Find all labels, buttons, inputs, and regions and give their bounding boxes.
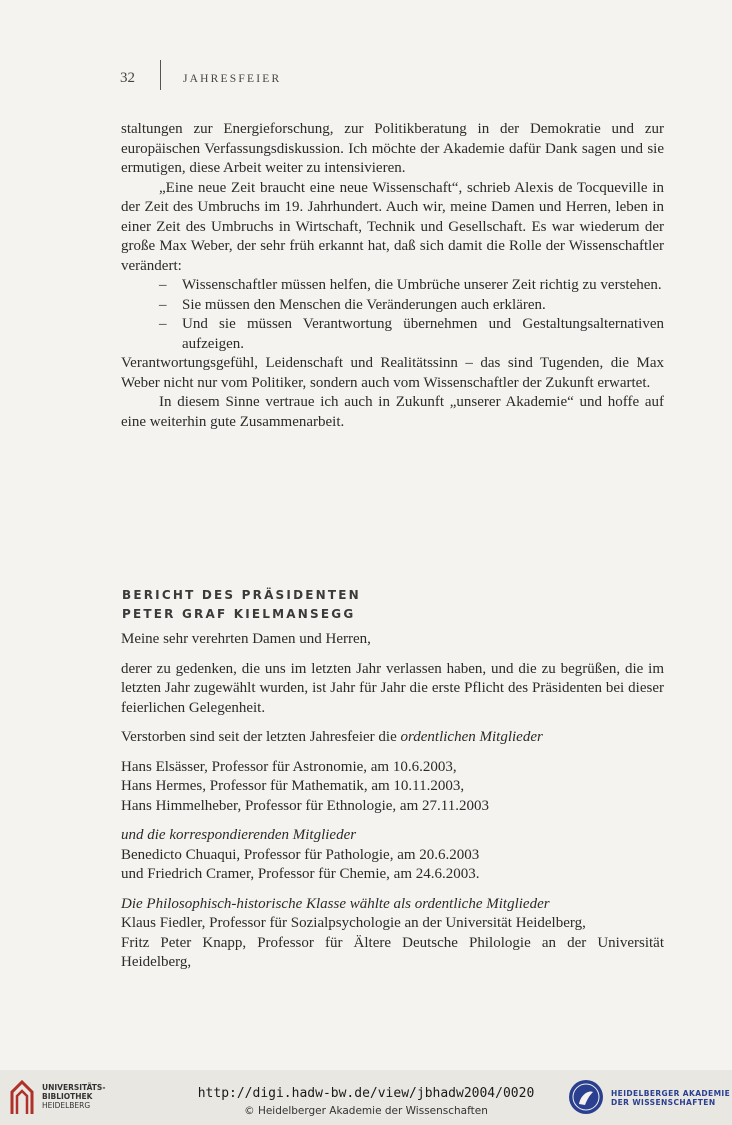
section-heading-line-1: BERICHT DES PRÄSIDENTEN [122, 588, 361, 602]
university-library-name: UNIVERSITÄTS- BIBLIOTHEK HEIDELBERG [42, 1083, 106, 1110]
bullet-list [121, 276, 664, 354]
bullet-item: – Sie müssen den Menschen die Veränderungen auch erklären. [121, 296, 664, 316]
paragraph-2: „Eine neue Zeit braucht eine neue Wissenschaft“, schrieb Alexis de Tocqueville in der Zeit des Umbruchs im 19. Jahrhundert. Auch wir, meine Damen und Herren, leben in einer Zeit des Umbruchs in Wirtschaft, Technik und Gesellschaft. Es war wiederum der große Max Weber, der sehr früh erkannt hat, daß sich damit die Rolle der Wissenschaftler verändert: [121, 179, 664, 274]
list-item: Hans Hermes, Professor für Mathematik, am 10.11.2003, [121, 778, 465, 794]
list-item: Fritz Peter Knapp, Professor für Ältere Deutsche Philologie an der Universität Heidelberg, [121, 934, 664, 970]
list-item: Hans Elsässer, Professor für Astronomie, am 10.6.2003, [121, 758, 457, 775]
greeting: Meine sehr verehrten Damen und Herren, [121, 631, 371, 647]
footer-bar [0, 1070, 732, 1125]
deceased-intro-italic: ordentlichen Mitglieder [400, 729, 543, 745]
bullet-item: – Und sie müssen Verantwortung übernehmen und Gestaltungsalternativen aufzeigen. [121, 315, 664, 354]
copyright-notice: © Heidelberger Akademie der Wissenschaften [244, 1105, 488, 1117]
section-heading [122, 586, 361, 624]
paragraph-5: derer zu gedenken, die uns im letzten Jahr verlassen haben, und die zu begrüßen, die im letzten Jahr zugewählt wurden, ist Jahr für Jahr die erste Pflicht des Präsidenten bei dieser feierlichen Gelegenheit. [121, 660, 664, 716]
paragraph-4: In diesem Sinne vertraue ich auch in Zukunft „unserer Akademie“ und hoffe auf eine weiterhin gute Zusammenarbeit. [121, 394, 664, 430]
deceased-intro [121, 728, 664, 748]
paragraph-1: staltungen zur Energieforschung, zur Politikberatung in der Demokratie und zur europäischen Verfassungsdiskussion. Ich möchte der Akademie dafür Dank sagen und sie ermutigen, diese Arbeit weiter zu intensivieren. [121, 121, 664, 176]
running-title: JAHRESFEIER [183, 73, 282, 85]
section-heading-line-2: PETER GRAF KIELMANSEGG [122, 607, 356, 621]
page-number: 32 [120, 70, 135, 86]
list-item: Klaus Fiedler, Professor für Sozialpsychologie an der Universität Heidelberg, [121, 915, 586, 931]
corresponding-intro: und die korrespondierenden Mitglieder [121, 827, 357, 843]
paragraph-3: Verantwortungsgefühl, Leidenschaft und Realitätssinn – das sind Tugenden, die Max Weber nicht nur vom Politiker, sondern auch vom Wissenschaftler der Zukunft erwartet. [121, 355, 664, 391]
body-text-upper [121, 120, 664, 432]
document-url-link[interactable]: http://digi.hadw-bw.de/view/jbhadw2004/0020 [197, 1086, 535, 1101]
list-item: Benedicto Chuaqui, Professor für Pathologie, am 20.6.2003 [121, 846, 480, 863]
academy-name: HEIDELBERGER AKADEMIE DER WISSENSCHAFTEN [611, 1089, 731, 1107]
elected-intro: Die Philosophisch-historische Klasse wählte als ordentliche Mitglieder [121, 895, 550, 912]
list-item: Hans Himmelheber, Professor für Ethnologie, am 27.11.2003 [121, 797, 489, 814]
academy-seal-icon [567, 1078, 605, 1116]
bullet-item: – Wissenschaftler müssen helfen, die Umbrüche unserer Zeit richtig zu verstehen. [121, 276, 664, 296]
list-item: und Friedrich Cramer, Professor für Chemie, am 24.6.2003. [121, 866, 480, 882]
deceased-intro-text: Verstorben sind seit der letzten Jahresfeier die [121, 729, 401, 745]
header-divider [160, 60, 161, 90]
body-text-lower [121, 630, 664, 973]
